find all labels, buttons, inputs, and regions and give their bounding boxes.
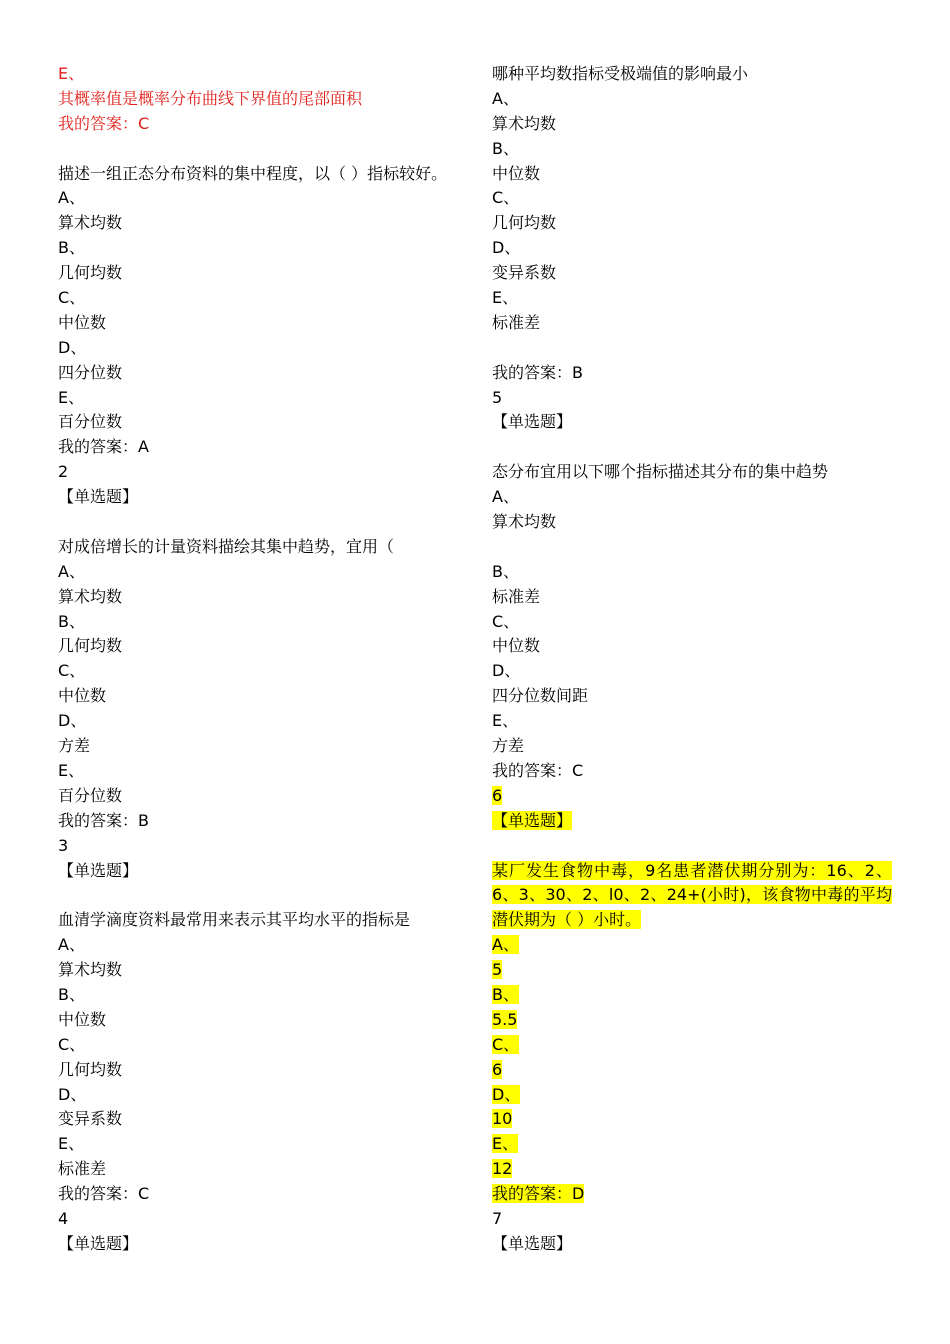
q2-option: 百分位数: [58, 785, 123, 805]
q3-option: E、: [58, 1134, 85, 1154]
q1-question: 描述一组正态分布资料的集中程度，以（ ）指标较好。: [58, 163, 448, 183]
q6-question: 某厂发生食物中毒，9名患者潜伏期分别为：16、2、6、3、30、2、l0、2、24+(小时)，该食物中毒的平均潜伏期为（ ）小时。: [492, 860, 892, 930]
q3-option: 算术均数: [58, 960, 123, 980]
q1-option: 中位数: [58, 312, 107, 332]
q6-number: 6: [492, 785, 503, 805]
q4-option: B、: [492, 138, 519, 158]
q1-option: E、: [58, 387, 85, 407]
spacer: [492, 834, 892, 859]
q1-option: 四分位数: [58, 362, 123, 382]
q3-question: 血清学滴度资料最常用来表示其平均水平的指标是: [58, 910, 411, 930]
q3-option: D、: [58, 1084, 87, 1104]
q2-option: D、: [58, 711, 87, 731]
q5-option: 标准差: [492, 586, 541, 606]
q5-question: 态分布宜用以下哪个指标描述其分布的集中趋势: [492, 462, 829, 482]
q1-option: D、: [58, 337, 87, 357]
q7-number: 7: [492, 1209, 503, 1229]
q5-option: 方差: [492, 736, 525, 756]
spacer: [58, 510, 468, 535]
q5-number: 5: [492, 387, 503, 407]
q1-option: C、: [58, 288, 86, 308]
q3-option: 变异系数: [58, 1109, 123, 1129]
q3-option: 标准差: [58, 1159, 107, 1179]
q2-answer: 我的答案：B: [58, 810, 149, 830]
q6-type: 【单选题】: [492, 810, 573, 830]
spacer: [58, 883, 468, 908]
q6-option: 12: [492, 1159, 513, 1179]
q6-option: 10: [492, 1109, 513, 1129]
spacer: [492, 336, 892, 361]
q7-type: 【单选题】: [492, 1233, 573, 1253]
prev-option-e-label: E、: [58, 64, 85, 83]
q3-option: A、: [58, 935, 85, 955]
q3-option: 中位数: [58, 1009, 107, 1029]
q5-option: A、: [492, 487, 519, 507]
q6-option: A、: [492, 935, 519, 955]
q1-option: A、: [58, 188, 85, 208]
q4-question: 哪种平均数指标受极端值的影响最小: [492, 64, 749, 83]
q4-type: 【单选题】: [58, 1233, 139, 1253]
q5-option: B、: [492, 561, 519, 581]
spacer: [58, 137, 468, 162]
q3-type: 【单选题】: [58, 860, 139, 880]
left-column: [58, 62, 468, 1257]
q2-number: 2: [58, 462, 69, 482]
q2-option: 方差: [58, 736, 91, 756]
q2-type: 【单选题】: [58, 487, 139, 507]
q2-option: B、: [58, 611, 85, 631]
q3-option: C、: [58, 1034, 86, 1054]
q1-option: 算术均数: [58, 213, 123, 233]
q2-option: 算术均数: [58, 586, 123, 606]
q3-number: 3: [58, 835, 69, 855]
q2-question: 对成倍增长的计量资料描绘其集中趋势，宜用（: [58, 536, 395, 556]
q5-option: 四分位数间距: [492, 686, 589, 706]
q4-option: C、: [492, 188, 520, 208]
q2-option: 几何均数: [58, 636, 123, 656]
q3-option: 几何均数: [58, 1059, 123, 1079]
prev-answer: 我的答案：C: [58, 113, 150, 133]
q5-option: 算术均数: [492, 512, 557, 532]
right-column: [492, 62, 892, 1257]
q6-option: D、: [492, 1084, 521, 1104]
q4-option: A、: [492, 88, 519, 108]
q4-option: 几何均数: [492, 213, 557, 233]
q4-answer: 我的答案：B: [492, 362, 583, 382]
q5-option: E、: [492, 711, 519, 731]
q2-option: E、: [58, 760, 85, 780]
q2-option: 中位数: [58, 686, 107, 706]
q4-number: 4: [58, 1208, 69, 1228]
q5-option: 中位数: [492, 636, 541, 656]
q1-option: 几何均数: [58, 263, 123, 283]
q1-option: 百分位数: [58, 412, 123, 432]
q6-question-block: [492, 859, 892, 934]
q5-answer: 我的答案：C: [492, 760, 584, 780]
q5-option: D、: [492, 661, 521, 681]
prev-option-e-text: 其概率值是概率分布曲线下界值的尾部面积: [58, 88, 363, 108]
q6-option: 5.5: [492, 1009, 518, 1029]
q5-type: 【单选题】: [492, 412, 573, 432]
q1-option: B、: [58, 238, 85, 258]
q4-option: 标准差: [492, 312, 541, 332]
q3-answer: 我的答案：C: [58, 1184, 150, 1204]
spacer: [492, 435, 892, 460]
q4-option: E、: [492, 288, 519, 308]
q6-option: E、: [492, 1134, 519, 1154]
q4-option: 算术均数: [492, 113, 557, 133]
q6-option: 5: [492, 960, 503, 980]
q2-option: C、: [58, 661, 86, 681]
q6-option: B、: [492, 985, 519, 1004]
q6-option: 6: [492, 1059, 503, 1079]
q5-option: C、: [492, 611, 520, 631]
q3-option: B、: [58, 984, 85, 1004]
q6-answer: 我的答案：D: [492, 1184, 585, 1204]
spacer: [492, 535, 892, 560]
q4-option: D、: [492, 238, 521, 258]
q4-option: 中位数: [492, 163, 541, 183]
q6-option: C、: [492, 1034, 520, 1054]
q4-option: 变异系数: [492, 263, 557, 283]
q2-option: A、: [58, 561, 85, 581]
q1-answer: 我的答案：A: [58, 437, 149, 457]
